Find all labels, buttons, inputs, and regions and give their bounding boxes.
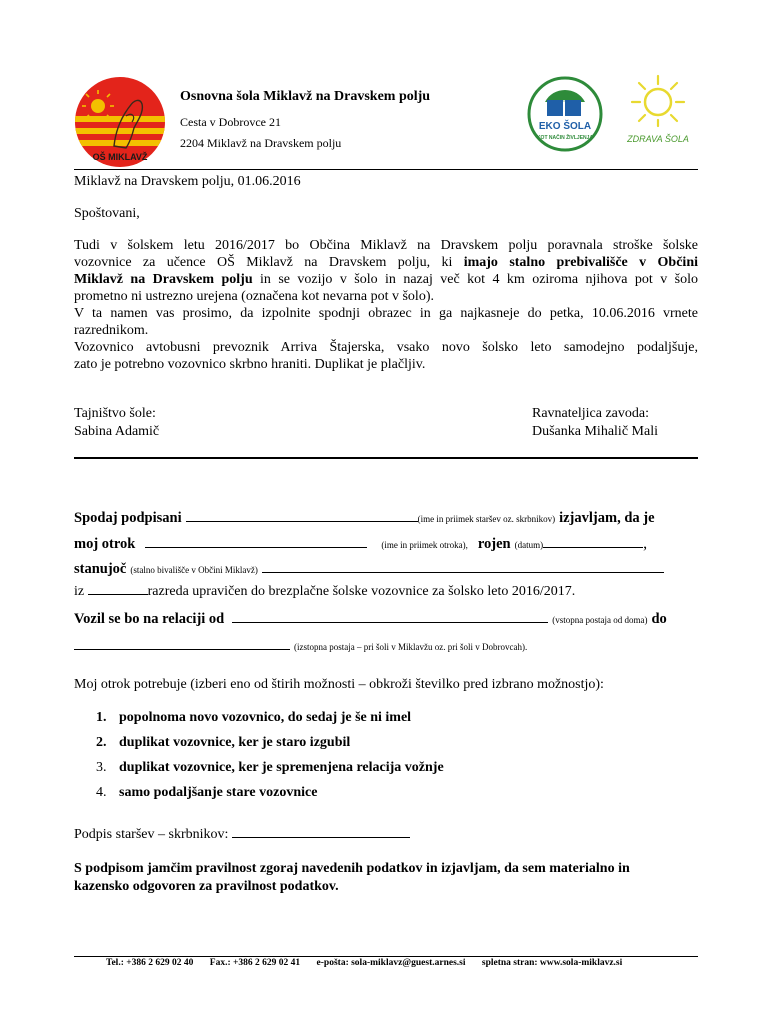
form-label: Spodaj podpisani (74, 510, 182, 526)
field-hint: (vstopna postaja od doma) (552, 615, 648, 625)
paragraph-text: vozovnice za učence OŠ Miklavž na Dravskem polju, ki (74, 255, 464, 270)
option-number: 3. (96, 760, 107, 775)
footer-email[interactable]: e-pošta: sola-miklavz@guest.arnes.si (316, 958, 466, 968)
field-hint: (izstopna postaja – pri šoli v Miklavžu oz. pri šoli v Dobrovcah). (294, 642, 528, 652)
footer-divider (74, 956, 698, 957)
form-label: razreda upravičen do brezplačne šolske vozovnice za šolsko leto 2016/2017. (147, 584, 576, 599)
paragraph-line: Vozovnico avtobusni prevoznik Arriva Štajerska, vsako novo šolsko leto samodejno podaljšuje, (74, 340, 698, 355)
form-label: Vozil se bo na relaciji od (74, 611, 225, 627)
option-item[interactable] (96, 735, 350, 751)
zdrava-logo-text: ZDRAVA ŠOLA (627, 134, 689, 144)
option-number: 2. (96, 735, 107, 750)
form-label: iz (74, 584, 85, 599)
form-line-grade (74, 584, 698, 604)
option-text: samo podaljšanje stare vozovnice (119, 785, 318, 800)
form-label: moj otrok (74, 536, 136, 552)
form-label: do (651, 611, 667, 627)
declaration-line: kazensko odgovoren za pravilnost podatkov. (74, 879, 339, 894)
signature-line (74, 827, 410, 843)
child-name-field[interactable] (145, 537, 367, 548)
start-station-field[interactable] (232, 612, 548, 623)
paragraph-bold-text: imajo stalno prebivališče v Občini (463, 255, 698, 270)
paragraph-line (74, 254, 698, 271)
option-text: popolnoma novo vozovnico, do sedaj je še ni imel (119, 710, 412, 725)
secretary-name: Sabina Adamič (74, 424, 160, 439)
options-instruction: Moj otrok potrebuje (izberi eno od štirih možnosti – obkroži številko pred izbrano možnostjo): (74, 677, 604, 692)
form-label: rojen (477, 536, 511, 552)
birth-date-field[interactable] (543, 537, 643, 548)
paragraph-line: zato je potrebno vozovnico skrbno hraniti. Duplikat je plačljiv. (74, 357, 426, 372)
option-number: 1. (96, 710, 107, 725)
healthy-school-logo (620, 72, 696, 152)
footer (74, 958, 698, 968)
form-line-route (74, 610, 704, 630)
form-line-destination (74, 637, 698, 655)
eko-logo-text: EKO ŠOLA (538, 121, 592, 132)
paragraph-line: prometno ni ustrezno urejena (označena kot nevarna pot v šolo). (74, 289, 434, 304)
end-station-field[interactable] (74, 639, 290, 650)
principal-name: Dušanka Mihalič Mali (532, 424, 658, 439)
form-divider (74, 457, 698, 459)
place-date: Miklavž na Dravskem polju, 01.06.2016 (74, 174, 301, 189)
footer-fax: Fax.: +386 2 629 02 41 (209, 958, 301, 968)
school-street: Cesta v Dobrovce 21 (180, 115, 281, 129)
school-logo (74, 76, 166, 168)
option-number: 4. (96, 785, 107, 800)
paragraph-bold-text: Miklavž na Dravskem polju (74, 272, 253, 287)
school-logo-text: OŠ MIKLAVŽ (92, 152, 148, 162)
principal-title: Ravnateljica zavoda: (532, 406, 649, 421)
option-item[interactable] (96, 760, 444, 776)
signature-field[interactable] (232, 827, 410, 838)
eko-school-logo (527, 76, 603, 152)
paragraph-text: in se vozijo v šolo in nazaj več kot 4 km oziroma njihova pot v šolo (252, 272, 698, 287)
form-label: izjavljam, da je (559, 510, 655, 526)
field-hint: (ime in priimek otroka), (381, 540, 468, 550)
form-line-child (74, 535, 704, 555)
paragraph-line: V ta namen vas prosimo, da izpolnite spodnji obrazec in ga najkasneje do petka, 10.06.2016 vrnete (74, 306, 698, 321)
form-label: stanujoč (74, 561, 127, 577)
parent-name-field[interactable] (186, 511, 418, 522)
declaration-line: S podpisom jamčim pravilnost zgoraj navedenih podatkov in izjavljam, da sem materialno in (74, 861, 630, 876)
secretary-title: Tajništvo šole: (74, 406, 156, 421)
field-hint: (datum) (514, 540, 544, 550)
form-line-address (74, 560, 698, 580)
option-text: duplikat vozovnice, ker je spremenjena relacija vožnje (119, 760, 444, 775)
field-hint: (stalno bivališče v Občini Miklavž) (130, 565, 258, 575)
greeting: Spoštovani, (74, 206, 140, 221)
paragraph-line: razrednikom. (74, 323, 149, 338)
option-text: duplikat vozovnice, ker je staro izgubil (119, 735, 351, 750)
eko-logo-subtext: KOT NAČIN ŽIVLJENJA (536, 135, 594, 141)
footer-phone: Tel.: +386 2 629 02 40 (106, 958, 194, 968)
school-name: Osnovna šola Miklavž na Dravskem polju (180, 89, 431, 104)
grade-field[interactable] (88, 584, 148, 595)
field-hint: (ime in priimek staršev oz. skrbnikov) (417, 514, 556, 524)
signature-label: Podpis staršev – skrbnikov: (74, 827, 229, 842)
option-item[interactable] (96, 785, 317, 801)
footer-website[interactable]: spletna stran: www.sola-miklavz.si (481, 958, 623, 968)
school-city: 2204 Miklavž na Dravskem polju (180, 136, 342, 150)
paragraph-line: Tudi v šolskem letu 2016/2017 bo Občina Miklavž na Dravskem polju poravnala stroške šolske (74, 238, 698, 253)
option-item[interactable] (96, 710, 411, 726)
paragraph-line (74, 271, 698, 288)
form-line-parent (74, 509, 698, 529)
punctuation: , (643, 535, 648, 552)
header-divider (74, 169, 698, 170)
address-field[interactable] (262, 562, 664, 573)
